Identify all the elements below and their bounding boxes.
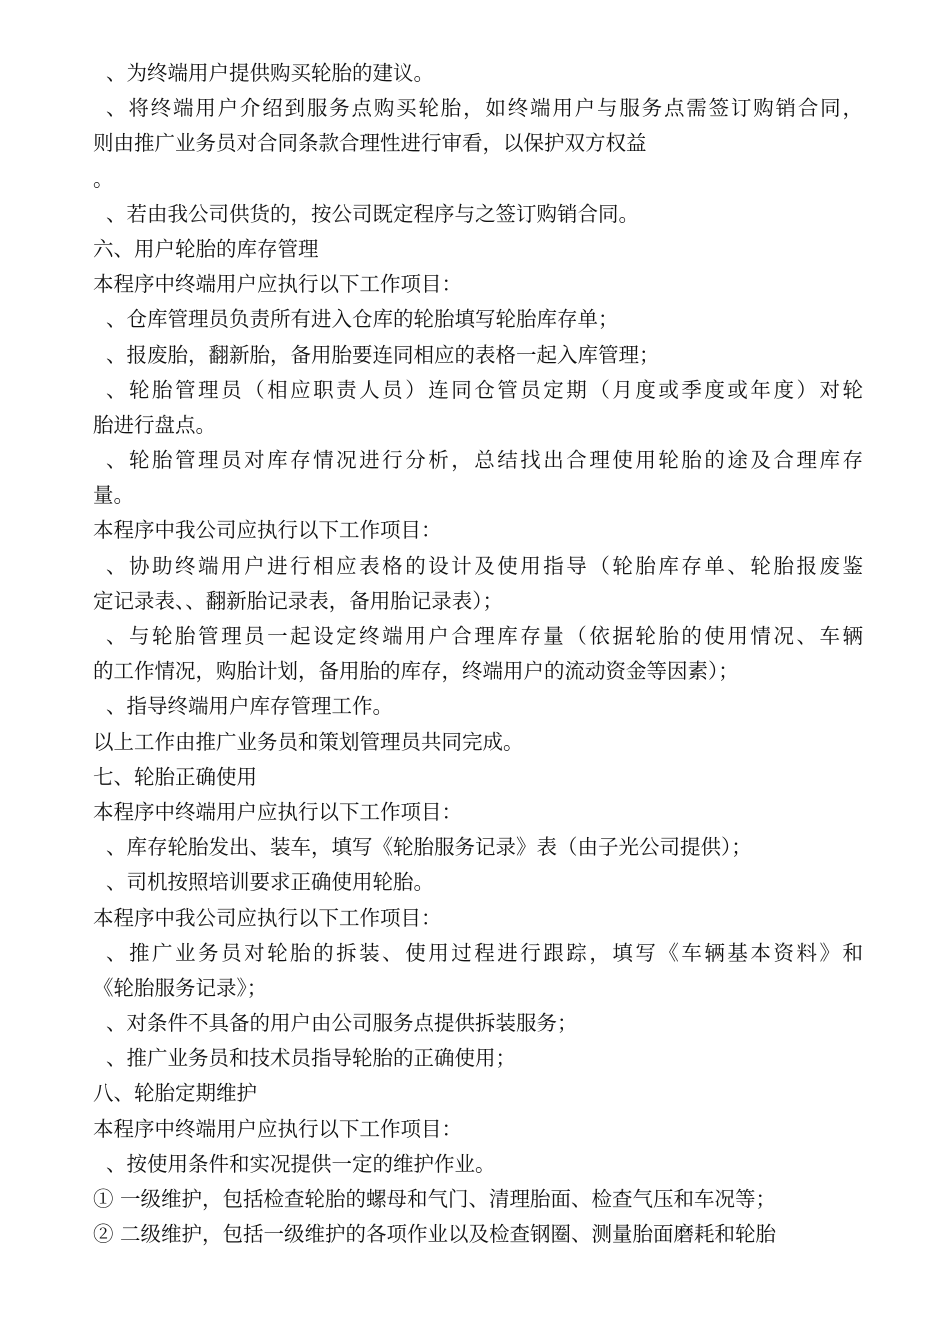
section-heading-8: 八、轮胎定期维护 xyxy=(93,1081,257,1106)
text-line-10: 、轮胎管理员（相应职责人员）连同仓管员定期（月度或季度或年度）对轮 xyxy=(106,377,863,402)
document-body xyxy=(93,56,863,1252)
text-line-33: ① 一级维护，包括检查轮胎的螺母和气门、清理胎面、检查气压和车况等； xyxy=(93,1187,777,1211)
text-line-2: 、将终端用户介绍到服务点购买轮胎，如终端用户与服务点需签订购销合同， xyxy=(106,96,863,121)
text-line-7: 本程序中终端用户应执行以下工作项目： xyxy=(93,272,462,297)
section-heading-7: 七、轮胎正确使用 xyxy=(93,764,257,789)
text-line-34: ② 二级维护，包括一级维护的各项作业以及检查钢圈、测量胎面磨耗和轮胎 xyxy=(93,1222,777,1247)
text-line-32: 、按使用条件和实况提供一定的维护作业。 xyxy=(106,1151,496,1176)
text-line-31: 本程序中终端用户应执行以下工作项目： xyxy=(93,1116,462,1141)
text-line-26: 、推广业务员对轮胎的拆装、使用过程进行跟踪，填写《车辆基本资料》和 xyxy=(106,940,863,965)
text-line-16: 定记录表、、翻新胎记录表，备用胎记录表）； xyxy=(93,588,503,613)
text-line-1: 、为终端用户提供购买轮胎的建议。 xyxy=(106,61,434,85)
text-line-23: 、库存轮胎发出、装车，填写《轮胎服务记录》表（由子光公司提供）； xyxy=(106,835,752,860)
text-line-22: 本程序中终端用户应执行以下工作项目： xyxy=(93,799,462,824)
text-line-15: 、协助终端用户进行相应表格的设计及使用指导（轮胎库存单、轮胎报废鉴 xyxy=(106,553,863,578)
text-line-18: 的工作情况，购胎计划，备用胎的库存，终端用户的流动资金等因素）； xyxy=(93,659,739,684)
text-line-20: 以上工作由推广业务员和策划管理员共同完成。 xyxy=(93,729,524,754)
text-line-24: 、司机按照培训要求正确使用轮胎。 xyxy=(106,870,434,895)
text-line-17: 、与轮胎管理员一起设定终端用户合理库存量（依据轮胎的使用情况、车辆 xyxy=(106,624,863,648)
text-line-12: 、轮胎管理员对库存情况进行分析，总结找出合理使用轮胎的途及合理库存 xyxy=(106,448,863,473)
text-line-28: 、对条件不具备的用户由公司服务点提供拆装服务； xyxy=(106,1011,578,1036)
text-line-19: 、指导终端用户库存管理工作。 xyxy=(106,694,393,719)
text-line-13: 量。 xyxy=(93,483,134,508)
text-line-29: 、推广业务员和技术员指导轮胎的正确使用； xyxy=(106,1046,516,1071)
text-line-8: 、仓库管理员负责所有进入仓库的轮胎填写轮胎库存单； xyxy=(106,307,619,332)
text-line-4: 。 xyxy=(93,166,114,191)
section-heading-6: 六、用户轮胎的库存管理 xyxy=(93,236,319,261)
text-line-11: 胎进行盘点。 xyxy=(93,412,216,437)
text-line-27: 《轮胎服务记录》； xyxy=(93,975,268,1000)
text-line-3: 则由推广业务员对合同条款合理性进行审看，以保护双方权益 xyxy=(93,131,647,156)
text-line-9: 、报废胎，翻新胎，备用胎要连同相应的表格一起入库管理； xyxy=(106,342,660,367)
text-line-25: 本程序中我公司应执行以下工作项目： xyxy=(93,905,442,930)
text-line-5: 、若由我公司供货的，按公司既定程序与之签订购销合同。 xyxy=(106,201,639,226)
text-line-14: 本程序中我公司应执行以下工作项目： xyxy=(93,518,442,543)
